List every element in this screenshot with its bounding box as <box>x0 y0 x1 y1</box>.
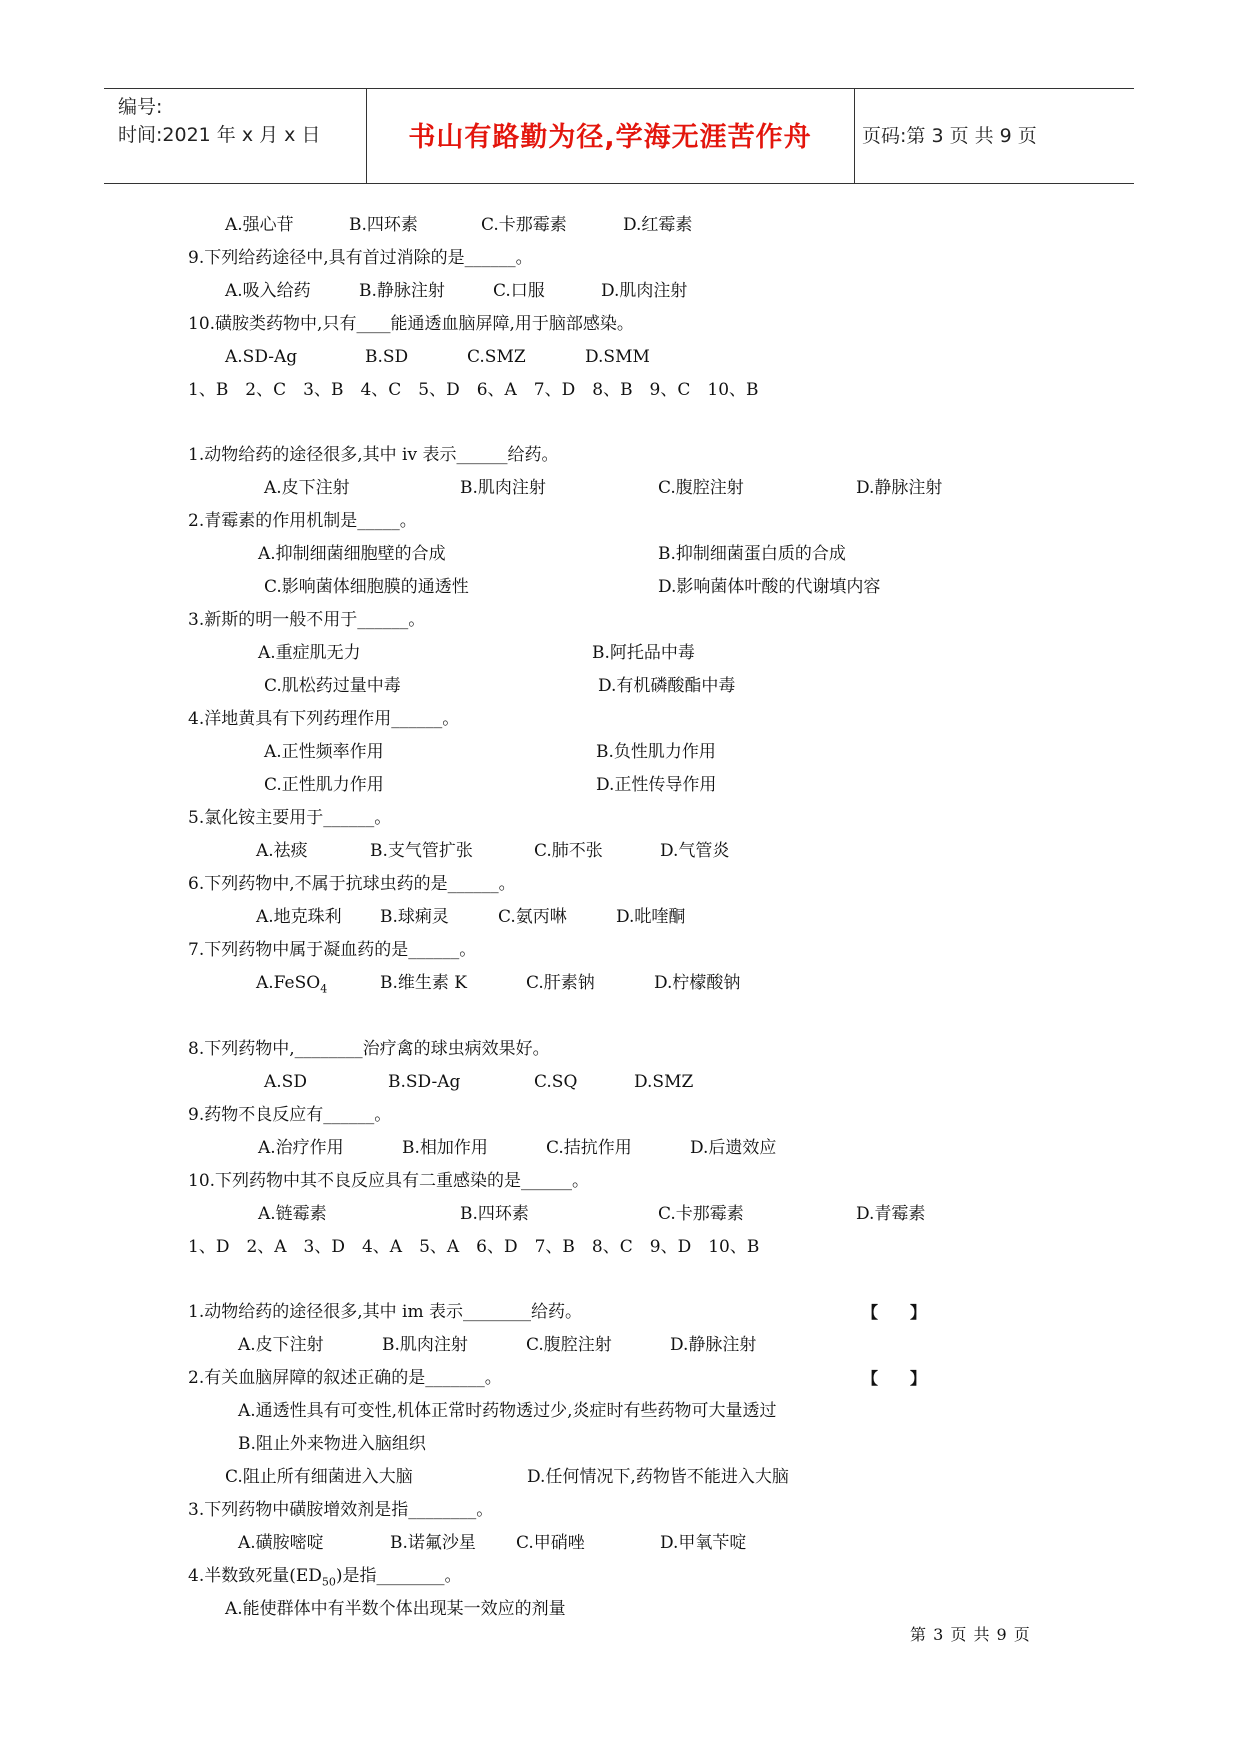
header-motto: 书山有路勤为径,学海无涯苦作舟 <box>408 122 812 153</box>
option: D.青霉素 <box>856 1204 926 1224</box>
option: D.肌肉注射 <box>601 281 688 301</box>
question-text: 4.半数致死量(ED <box>188 1566 322 1586</box>
option: B.支气管扩张 <box>370 841 473 861</box>
question: 7.下列药物中属于凝血药的是______。 <box>188 940 477 960</box>
question: 9.药物不良反应有______。 <box>188 1105 392 1125</box>
option: C.腹腔注射 <box>526 1335 612 1355</box>
option: C.肝素钠 <box>526 973 595 993</box>
option: C.口服 <box>493 281 545 301</box>
option: A.正性频率作用 <box>264 742 384 762</box>
option: C.甲硝唑 <box>516 1533 585 1553</box>
option: C.SQ <box>534 1072 578 1092</box>
option: B.阿托品中毒 <box>592 643 695 663</box>
option: C.影响菌体细胞膜的通透性 <box>264 577 469 597</box>
option: A.皮下注射 <box>238 1335 324 1355</box>
option: C.卡那霉素 <box>481 215 567 235</box>
option: B.抑制细菌蛋白质的合成 <box>658 544 846 564</box>
option: D.后遗效应 <box>690 1138 777 1158</box>
option: B.相加作用 <box>402 1138 488 1158</box>
option <box>256 970 327 1002</box>
question: 5.氯化铵主要用于______。 <box>188 808 392 828</box>
option: B.四环素 <box>349 215 418 235</box>
question: 3.下列药物中磺胺增效剂是指________。 <box>188 1500 494 1520</box>
question: 3.新斯的明一般不用于______。 <box>188 610 426 630</box>
header-divider <box>854 89 855 183</box>
question: 10.下列药物中其不良反应具有二重感染的是______。 <box>188 1171 590 1191</box>
question: 1.动物给药的途径很多,其中 im 表示________给药。 <box>188 1302 582 1322</box>
option: A.皮下注射 <box>264 478 350 498</box>
option: D.红霉素 <box>623 215 693 235</box>
answer-bracket: 【 】 <box>862 1303 927 1322</box>
option: C.腹腔注射 <box>658 478 744 498</box>
option: B.肌肉注射 <box>382 1335 468 1355</box>
option: B.静脉注射 <box>359 281 445 301</box>
option: B.负性肌力作用 <box>596 742 716 762</box>
question <box>188 1563 462 1589</box>
option: D.有机磷酸酯中毒 <box>598 676 736 696</box>
option: D.SMM <box>585 347 650 367</box>
option: C.SMZ <box>467 347 526 367</box>
option: A.SD-Ag <box>225 347 298 367</box>
option: B.SD <box>365 347 409 367</box>
option: A.吸入给药 <box>225 281 311 301</box>
option: A.祛痰 <box>256 841 308 861</box>
option: A.强心苷 <box>225 215 294 235</box>
option: D.正性传导作用 <box>596 775 717 795</box>
subscript: 4 <box>320 982 328 996</box>
option-text: A.FeSO <box>256 973 321 993</box>
answer-bracket: 【 】 <box>862 1369 927 1388</box>
option: A.抑制细菌细胞壁的合成 <box>258 544 446 564</box>
option: B.诺氟沙星 <box>390 1533 476 1553</box>
option: C.正性肌力作用 <box>264 775 384 795</box>
document-number-label: 编号: <box>118 96 163 118</box>
option: A.能使群体中有半数个体出现某一效应的剂量 <box>225 1599 566 1619</box>
option: B.球痢灵 <box>380 907 449 927</box>
option: B.SD-Ag <box>388 1072 461 1092</box>
document-time: 时间:2021 年 x 月 x 日 <box>118 124 321 146</box>
question: 4.洋地黄具有下列药理作用______。 <box>188 709 460 729</box>
question: 2.青霉素的作用机制是_____。 <box>188 511 417 531</box>
option: D.静脉注射 <box>856 478 943 498</box>
question: 6.下列药物中,不属于抗球虫药的是______。 <box>188 874 516 894</box>
header-meta <box>118 93 320 149</box>
option: C.拮抗作用 <box>546 1138 632 1158</box>
option: C.卡那霉素 <box>658 1204 744 1224</box>
option: D.静脉注射 <box>670 1335 757 1355</box>
question: 2.有关血脑屏障的叙述正确的是_______。 <box>188 1368 502 1388</box>
question-text: )是指________。 <box>335 1566 462 1586</box>
question: 8.下列药物中,________治疗禽的球虫病效果好。 <box>188 1039 550 1059</box>
option: C.氨丙啉 <box>498 907 567 927</box>
option: B.阻止外来物进入脑组织 <box>238 1434 426 1454</box>
option: A.通透性具有可变性,机体正常时药物透过少,炎症时有些药物可大量透过 <box>238 1401 777 1421</box>
question: 10.磺胺类药物中,只有____能通透血脑屏障,用于脑部感染。 <box>188 314 634 334</box>
header-page-info: 页码:第 3 页 共 9 页 <box>862 125 1037 147</box>
question: 9.下列给药途径中,具有首过消除的是______。 <box>188 248 533 268</box>
option: A.治疗作用 <box>258 1138 344 1158</box>
option: D.影响菌体叶酸的代谢填内容 <box>658 577 881 597</box>
question: 1.动物给药的途径很多,其中 iv 表示______给药。 <box>188 445 559 465</box>
option: A.磺胺嘧啶 <box>238 1533 324 1553</box>
option: A.链霉素 <box>258 1204 327 1224</box>
option: B.四环素 <box>460 1204 529 1224</box>
option: A.重症肌无力 <box>258 643 361 663</box>
option: C.阻止所有细菌进入大脑 <box>225 1467 413 1487</box>
option: D.甲氧苄啶 <box>660 1533 747 1553</box>
option: D.吡喹酮 <box>616 907 686 927</box>
option: D.柠檬酸钠 <box>654 973 741 993</box>
option: D.气管炎 <box>660 841 730 861</box>
option: A.地克珠利 <box>256 907 342 927</box>
page-header <box>104 88 1134 184</box>
option: D.任何情况下,药物皆不能进入大脑 <box>527 1467 789 1487</box>
option: B.维生素 K <box>380 973 468 993</box>
page-footer: 第 3 页 共 9 页 <box>910 1625 1031 1644</box>
subscript: 50 <box>321 1575 336 1589</box>
answer-key: 1、B 2、C 3、B 4、C 5、D 6、A 7、D 8、B 9、C 10、B <box>188 380 759 400</box>
option: C.肌松药过量中毒 <box>264 676 401 696</box>
option: D.SMZ <box>634 1072 694 1092</box>
option: B.肌肉注射 <box>460 478 546 498</box>
answer-key: 1、D 2、A 3、D 4、A 5、A 6、D 7、B 8、C 9、D 10、B <box>188 1237 760 1257</box>
option: A.SD <box>264 1072 307 1092</box>
option: C.肺不张 <box>534 841 603 861</box>
